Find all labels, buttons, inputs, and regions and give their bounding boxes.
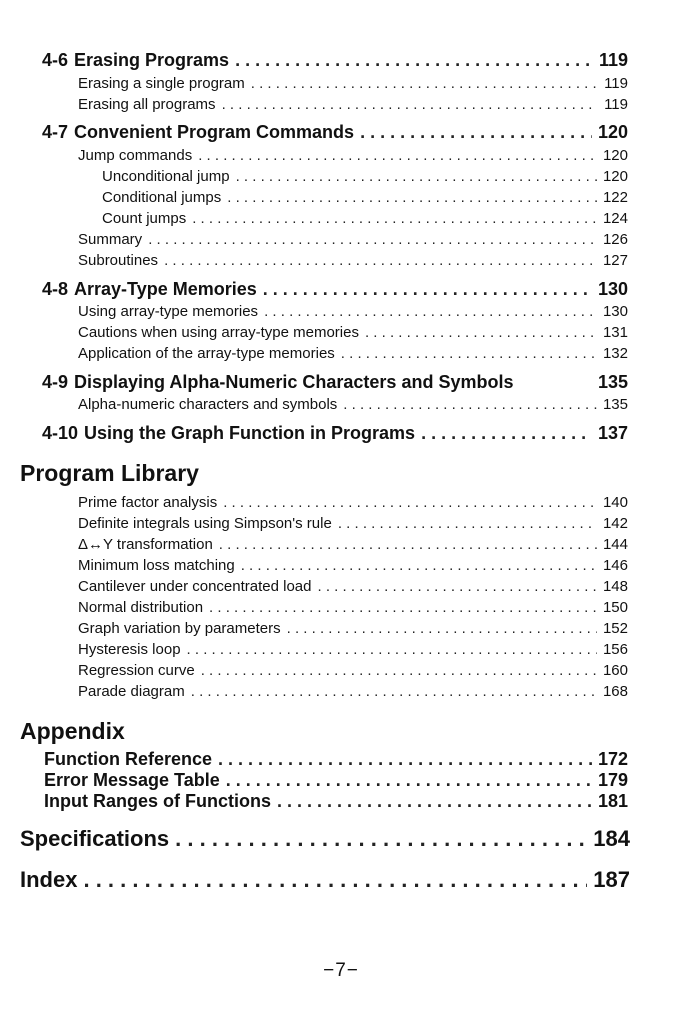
- appendix-entry[interactable]: [44, 791, 628, 812]
- toc-subsubentry[interactable]: [102, 210, 628, 227]
- dot-leader: [235, 50, 593, 71]
- subentry-title: Subroutines: [78, 252, 159, 269]
- page-ref: 119: [604, 96, 628, 113]
- dot-leader: [219, 536, 597, 553]
- page-ref: 119: [604, 75, 628, 92]
- page-ref: 184: [593, 826, 630, 851]
- page-ref: 187: [593, 867, 630, 892]
- program-library-heading: Program Library: [20, 460, 199, 486]
- page-ref: 146: [602, 557, 628, 574]
- dot-leader: [201, 662, 597, 679]
- subentry-title: Erasing all programs: [78, 96, 216, 113]
- page-ref: 172: [597, 749, 628, 769]
- dot-leader: [175, 826, 587, 852]
- appendix-entry[interactable]: [44, 749, 628, 770]
- subentry-title: Erasing a single program: [78, 75, 245, 92]
- appendix-heading: Appendix: [20, 718, 125, 744]
- section-title: Erasing Programs: [74, 50, 230, 70]
- toc-subentry[interactable]: [78, 324, 628, 341]
- library-entry[interactable]: [78, 620, 628, 637]
- subentry-title: Application of the array-type memories: [78, 345, 335, 362]
- page-ref: 122: [602, 189, 628, 206]
- dot-leader: [218, 749, 592, 770]
- toc-subentry[interactable]: [78, 252, 628, 269]
- entry-title: Definite integrals using Simpson's rule: [78, 515, 332, 532]
- page-ref: 181: [597, 791, 628, 811]
- subentry-title: Alpha-numeric characters and symbols: [78, 396, 338, 413]
- section-number: 4-8: [42, 279, 69, 299]
- page-ref: 127: [602, 252, 628, 269]
- dot-leader: [341, 345, 597, 362]
- section-number: 4-7: [42, 122, 69, 142]
- toc-subentry[interactable]: [78, 231, 628, 248]
- dot-leader: [226, 770, 592, 791]
- toc-subentry[interactable]: [78, 75, 628, 92]
- page-ref: 168: [602, 683, 628, 700]
- section-title: Displaying Alpha-Numeric Characters and Symbols: [74, 372, 514, 392]
- dot-leader: [251, 75, 598, 92]
- section-title: Using the Graph Function in Programs: [84, 423, 416, 443]
- page-ref: 137: [597, 423, 628, 443]
- dot-leader: [338, 515, 597, 532]
- dot-leader: [164, 252, 597, 269]
- entry-title: Input Ranges of Functions: [44, 791, 271, 811]
- dot-leader: [148, 231, 597, 248]
- dot-leader: [191, 683, 597, 700]
- dot-leader: [227, 189, 597, 206]
- page-ref: 119: [598, 50, 628, 70]
- page-ref: 150: [602, 599, 628, 616]
- dot-leader: [83, 867, 587, 893]
- dot-leader: [365, 324, 597, 341]
- library-entry[interactable]: [78, 662, 628, 679]
- toc-subentry[interactable]: [78, 96, 628, 113]
- subentry-title: Using array-type memories: [78, 303, 259, 320]
- toc-subsubentry[interactable]: [102, 168, 628, 185]
- dot-leader: [222, 96, 599, 113]
- toc-subentry[interactable]: [78, 147, 628, 164]
- subentry-title: Cautions when using array-type memories: [78, 324, 359, 341]
- library-entry[interactable]: [78, 536, 628, 553]
- entry-title: Cantilever under concentrated load: [78, 578, 312, 595]
- dot-leader: [192, 210, 597, 227]
- dot-leader: [187, 641, 597, 658]
- entry-title: Prime factor analysis: [78, 494, 218, 511]
- library-entry[interactable]: [78, 515, 628, 532]
- dot-leader: [421, 423, 592, 444]
- subentry-title: Jump commands: [78, 147, 193, 164]
- entry-title: Function Reference: [44, 749, 213, 769]
- section-number: 4-6: [42, 50, 69, 70]
- subentry-title: Summary: [78, 231, 143, 248]
- page-number: −7−: [323, 960, 359, 981]
- entry-title: Regression curve: [78, 662, 195, 679]
- page-ref: 130: [602, 303, 628, 320]
- toc-subentry[interactable]: [78, 345, 628, 362]
- dot-leader: [236, 168, 597, 185]
- toc-entry-index[interactable]: [20, 867, 630, 893]
- page-ref: 131: [602, 324, 628, 341]
- page-ref: 135: [597, 372, 628, 392]
- page-ref: 126: [602, 231, 628, 248]
- page-ref: 120: [602, 147, 628, 164]
- toc-subentry[interactable]: [78, 396, 628, 413]
- page-ref: 142: [602, 515, 628, 532]
- toc-entry-4-8[interactable]: [42, 279, 628, 300]
- toc-entry-specifications[interactable]: [20, 826, 630, 852]
- library-entry[interactable]: [78, 557, 628, 574]
- page-ref: 120: [597, 122, 628, 142]
- entry-title: Parade diagram: [78, 683, 185, 700]
- page-ref: 130: [597, 279, 628, 299]
- entry-title: Minimum loss matching: [78, 557, 235, 574]
- subentry-title: Count jumps: [102, 210, 187, 227]
- section-title: Convenient Program Commands: [74, 122, 355, 142]
- page-ref: 144: [602, 536, 628, 553]
- dot-leader: [223, 494, 597, 511]
- subentry-title: Conditional jumps: [102, 189, 222, 206]
- toc-subentry[interactable]: [78, 303, 628, 320]
- dot-leader: [209, 599, 597, 616]
- dot-leader: [263, 279, 592, 300]
- subentry-title: Unconditional jump: [102, 168, 230, 185]
- toc-entry-4-6[interactable]: [42, 50, 628, 71]
- library-entry[interactable]: [78, 641, 628, 658]
- library-entry[interactable]: [78, 494, 628, 511]
- page-ref: 179: [597, 770, 628, 790]
- dot-leader: [343, 396, 597, 413]
- page-ref: 135: [602, 396, 628, 413]
- page-ref: 152: [602, 620, 628, 637]
- page-ref: 140: [602, 494, 628, 511]
- entry-title: Index: [20, 867, 78, 892]
- page-ref: 148: [602, 578, 628, 595]
- page-ref: 124: [602, 210, 628, 227]
- dot-leader: [277, 791, 592, 812]
- page-ref: 156: [602, 641, 628, 658]
- section-title: Array-Type Memories: [74, 279, 257, 299]
- dot-leader: [360, 122, 592, 143]
- toc-entry-4-9[interactable]: [42, 372, 628, 393]
- page-ref: 120: [602, 168, 628, 185]
- section-number: 4-10: [42, 423, 79, 443]
- dot-leader: [264, 303, 597, 320]
- page-ref: 132: [602, 345, 628, 362]
- page-ref: 160: [602, 662, 628, 679]
- entry-title: Δ↔Y transformation: [78, 536, 213, 553]
- toc-entry-4-10[interactable]: [42, 423, 628, 444]
- library-entry[interactable]: [78, 578, 628, 595]
- dot-leader: [317, 578, 596, 595]
- entry-title: Error Message Table: [44, 770, 220, 790]
- entry-title: Specifications: [20, 826, 170, 851]
- dot-leader: [241, 557, 597, 574]
- entry-title: Normal distribution: [78, 599, 204, 616]
- toc-entry-4-7[interactable]: [42, 122, 628, 143]
- toc-subsubentry[interactable]: [102, 189, 628, 206]
- dot-leader: [287, 620, 597, 637]
- library-entry[interactable]: [78, 599, 628, 616]
- section-number: 4-9: [42, 372, 69, 392]
- entry-title: Graph variation by parameters: [78, 620, 281, 637]
- entry-title: Hysteresis loop: [78, 641, 181, 658]
- dot-leader: [198, 147, 597, 164]
- library-entry[interactable]: [78, 683, 628, 700]
- appendix-entry[interactable]: [44, 770, 628, 791]
